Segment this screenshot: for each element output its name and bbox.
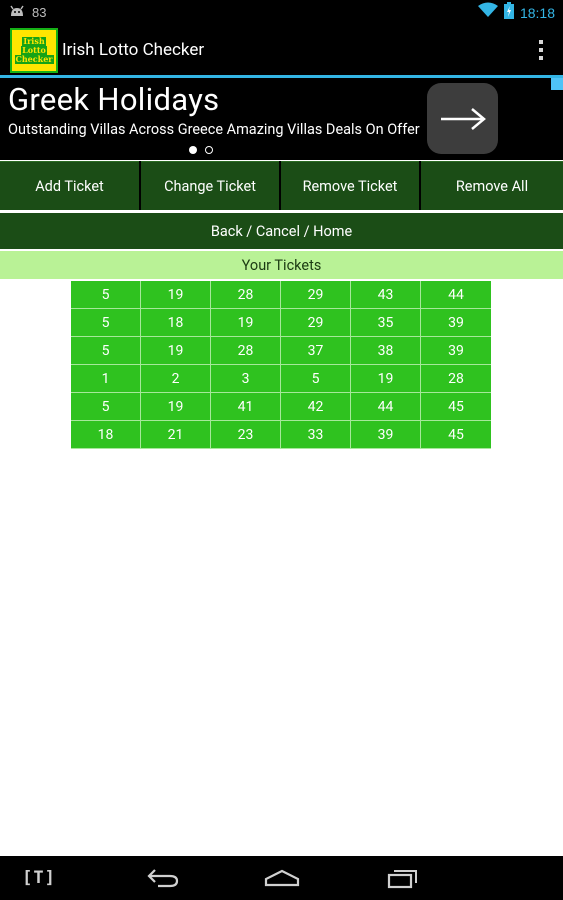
ticket-number[interactable]: 45 <box>421 393 491 421</box>
ticket-number[interactable]: 42 <box>281 393 351 421</box>
action-bar <box>0 25 563 75</box>
wifi-icon <box>478 2 498 23</box>
ticket-number[interactable]: 35 <box>351 309 421 337</box>
recent-apps-icon[interactable] <box>376 856 430 900</box>
ticket-number[interactable]: 2 <box>141 365 211 393</box>
battery-icon <box>504 2 514 24</box>
change-ticket-button[interactable]: Change Ticket <box>141 161 279 210</box>
page-dot-active <box>189 146 197 154</box>
ticket-number[interactable]: 23 <box>211 421 281 449</box>
ad-banner[interactable] <box>0 78 563 160</box>
ticket-number[interactable]: 19 <box>351 365 421 393</box>
arrow-right-icon <box>439 107 487 131</box>
ad-page-indicator <box>189 146 213 154</box>
keyboard-shortcut-button[interactable]: [T] <box>22 868 56 888</box>
ticket-number[interactable]: 28 <box>211 337 281 365</box>
ticket-number[interactable]: 18 <box>141 309 211 337</box>
ad-subtitle[interactable]: Outstanding Villas Across Greece Amazing Villas Deals On Offer <box>8 121 420 138</box>
back-icon[interactable] <box>138 856 188 900</box>
ticket-number[interactable]: 1 <box>71 365 141 393</box>
ticket-number[interactable]: 19 <box>211 309 281 337</box>
ticket-number[interactable]: 44 <box>351 393 421 421</box>
page-dot-inactive <box>205 146 213 154</box>
ticket-number[interactable]: 5 <box>281 365 351 393</box>
back-cancel-home-button[interactable]: Back / Cancel / Home <box>0 213 563 249</box>
ticket-number[interactable]: 33 <box>281 421 351 449</box>
remove-all-button[interactable]: Remove All <box>421 161 563 210</box>
app-logo[interactable]: Irish Lotto Checker <box>10 28 58 73</box>
add-ticket-button[interactable]: Add Ticket <box>0 161 139 210</box>
ticket-number[interactable]: 45 <box>421 421 491 449</box>
home-icon[interactable] <box>256 856 308 900</box>
ticket-actions <box>0 161 563 210</box>
ticket-number[interactable]: 43 <box>351 281 421 309</box>
ticket-number[interactable]: 28 <box>211 281 281 309</box>
ticket-number[interactable]: 3 <box>211 365 281 393</box>
ticket-number[interactable]: 39 <box>421 337 491 365</box>
remove-ticket-button[interactable]: Remove Ticket <box>281 161 419 210</box>
your-tickets-header: Your Tickets <box>0 251 563 279</box>
app-title: Irish Lotto Checker <box>62 40 205 60</box>
ad-open-button[interactable] <box>427 83 498 154</box>
clock: 18:18 <box>519 4 555 21</box>
ticket-number[interactable]: 29 <box>281 309 351 337</box>
ticket-number[interactable]: 5 <box>71 309 141 337</box>
ticket-number[interactable]: 39 <box>421 309 491 337</box>
overflow-menu-icon[interactable] <box>539 40 543 60</box>
ticket-number[interactable]: 5 <box>71 337 141 365</box>
ticket-number[interactable]: 28 <box>421 365 491 393</box>
ticket-number[interactable]: 5 <box>71 281 141 309</box>
system-nav-bar <box>0 856 563 900</box>
status-bar <box>0 0 563 25</box>
ad-info-icon[interactable] <box>551 78 563 90</box>
ticket-number[interactable]: 39 <box>351 421 421 449</box>
android-notification-icon <box>8 4 26 21</box>
ticket-number[interactable]: 19 <box>141 281 211 309</box>
ticket-number[interactable]: 29 <box>281 281 351 309</box>
ticket-number[interactable]: 41 <box>211 393 281 421</box>
ticket-number[interactable]: 37 <box>281 337 351 365</box>
ticket-grid <box>71 281 491 449</box>
ad-title[interactable]: Greek Holidays <box>8 81 220 118</box>
notification-count: 83 <box>32 5 47 20</box>
ticket-number[interactable]: 38 <box>351 337 421 365</box>
ticket-number[interactable]: 44 <box>421 281 491 309</box>
ticket-number[interactable]: 19 <box>141 337 211 365</box>
ticket-number[interactable]: 21 <box>141 421 211 449</box>
ticket-number[interactable]: 5 <box>71 393 141 421</box>
ticket-number[interactable]: 18 <box>71 421 141 449</box>
ticket-number[interactable]: 19 <box>141 393 211 421</box>
